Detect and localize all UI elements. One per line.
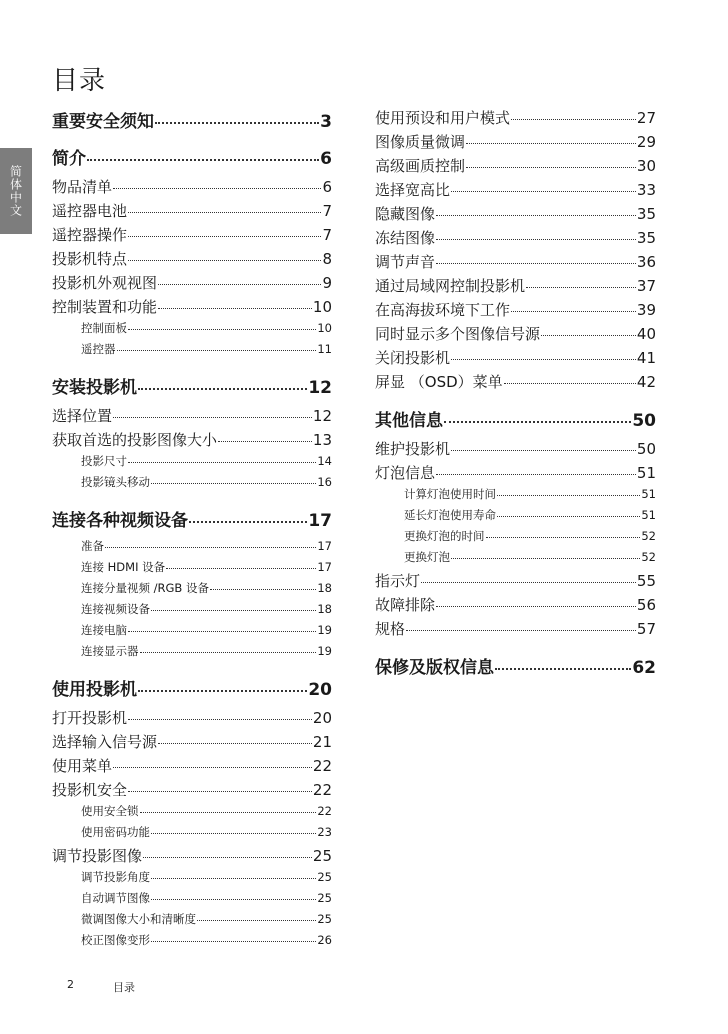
dot-leader	[87, 159, 319, 161]
toc-entry-page-number: 42	[636, 373, 656, 391]
toc-entry-page-number: 22	[312, 781, 332, 799]
toc-entry-title: 遥控器电池	[52, 202, 128, 220]
dot-leader	[151, 899, 316, 900]
dot-leader	[166, 568, 316, 569]
dot-leader	[421, 582, 636, 583]
toc-subsection-entry[interactable]	[52, 601, 332, 622]
toc-subsection-entry[interactable]	[52, 341, 332, 362]
toc-subsection-entry[interactable]	[52, 320, 332, 341]
dot-leader	[138, 388, 307, 390]
toc-entry-title: 投影机安全	[52, 781, 128, 799]
toc-subsection-entry[interactable]	[52, 559, 332, 580]
toc-section-entry[interactable]	[375, 323, 656, 347]
toc-entry-page-number: 50	[636, 440, 656, 458]
toc-section-entry[interactable]	[52, 731, 332, 755]
toc-section-entry[interactable]	[375, 371, 656, 395]
dot-leader	[128, 260, 321, 261]
dot-leader	[436, 215, 636, 216]
toc-entry-title: 延长灯泡使用寿命	[404, 508, 496, 522]
footer-page-number: 2	[67, 978, 74, 991]
toc-subsection-entry[interactable]	[52, 869, 332, 890]
toc-section-entry[interactable]	[52, 779, 332, 803]
toc-entry-page-number: 10	[317, 321, 332, 335]
toc-entry-title: 使用安全锁	[81, 804, 139, 818]
toc-subsection-entry[interactable]	[375, 507, 656, 528]
toc-entry-page-number: 57	[636, 620, 656, 638]
toc-entry-page-number: 50	[632, 411, 656, 431]
toc-chapter-entry[interactable]	[52, 107, 332, 133]
toc-subsection-entry[interactable]	[52, 538, 332, 559]
toc-entry-page-number: 35	[636, 205, 656, 223]
toc-entry-title: 高级画质控制	[375, 157, 466, 175]
toc-entry-title: 连接电脑	[81, 623, 127, 637]
dot-leader	[511, 119, 636, 120]
toc-entry-title: 微调图像大小和清晰度	[81, 912, 196, 926]
dot-leader	[436, 606, 636, 607]
dot-leader	[140, 812, 317, 813]
toc-entry-page-number: 13	[312, 431, 332, 449]
toc-entry-title: 在高海拔环境下工作	[375, 301, 511, 319]
toc-subsection-entry[interactable]	[52, 911, 332, 932]
toc-entry-page-number: 9	[322, 274, 332, 292]
dot-leader	[210, 589, 316, 590]
page-title: 目录	[52, 66, 107, 96]
toc-entry-title: 连接视频设备	[81, 602, 150, 616]
toc-chapter-entry[interactable]	[52, 506, 332, 532]
toc-subsection-entry[interactable]	[52, 803, 332, 824]
toc-entry-page-number: 36	[636, 253, 656, 271]
dot-leader	[128, 631, 316, 632]
toc-entry-title: 屏显 （OSD）菜单	[375, 373, 503, 391]
toc-entry-title: 其他信息	[375, 411, 443, 431]
toc-entry-page-number: 40	[636, 325, 656, 343]
toc-entry-title: 故障排除	[375, 596, 436, 614]
toc-entry-page-number: 3	[320, 112, 332, 132]
toc-entry-title: 投影尺寸	[81, 454, 127, 468]
toc-entry-title: 选择宽高比	[375, 181, 451, 199]
toc-section-entry[interactable]	[52, 248, 332, 272]
dot-leader	[128, 212, 321, 213]
dot-leader	[486, 537, 641, 538]
toc-entry-page-number: 22	[317, 804, 332, 818]
toc-subsection-entry[interactable]	[52, 643, 332, 664]
toc-entry-title: 打开投影机	[52, 709, 128, 727]
toc-entry-page-number: 18	[317, 602, 332, 616]
toc-entry-title: 投影镜头移动	[81, 475, 150, 489]
toc-subsection-entry[interactable]	[52, 474, 332, 495]
toc-entry-page-number: 29	[636, 133, 656, 151]
toc-entry-page-number: 20	[308, 680, 332, 700]
dot-leader	[451, 359, 636, 360]
toc-section-entry[interactable]	[52, 429, 332, 453]
dot-leader	[128, 791, 312, 792]
toc-entry-page-number: 25	[312, 847, 332, 865]
toc-entry-title: 隐藏图像	[375, 205, 436, 223]
toc-entry-page-number: 35	[636, 229, 656, 247]
toc-subsection-entry[interactable]	[52, 932, 332, 953]
toc-section-entry[interactable]	[52, 405, 332, 429]
dot-leader	[151, 941, 316, 942]
toc-entry-title: 冻结图像	[375, 229, 436, 247]
toc-section-entry[interactable]	[52, 272, 332, 296]
dot-leader	[436, 474, 636, 475]
toc-entry-page-number: 7	[322, 202, 332, 220]
toc-entry-title: 遥控器	[81, 342, 116, 356]
dot-leader	[128, 719, 312, 720]
toc-entry-title: 指示灯	[375, 572, 421, 590]
toc-entry-title: 投影机外观视图	[52, 274, 158, 292]
toc-section-entry[interactable]	[52, 176, 332, 200]
language-label: 简体中文	[8, 165, 23, 217]
dot-leader	[541, 335, 636, 336]
dot-leader	[189, 521, 307, 523]
toc-entry-title: 准备	[81, 539, 104, 553]
toc-entry-page-number: 17	[308, 511, 332, 531]
toc-entry-title: 控制面板	[81, 321, 127, 335]
toc-entry-page-number: 6	[320, 149, 332, 169]
toc-entry-title: 维护投影机	[375, 440, 451, 458]
toc-section-entry[interactable]	[52, 755, 332, 779]
toc-subsection-entry[interactable]	[52, 580, 332, 601]
dot-leader	[466, 143, 636, 144]
toc-entry-page-number: 12	[308, 378, 332, 398]
toc-section-entry[interactable]	[375, 594, 656, 618]
toc-chapter-entry[interactable]	[52, 675, 332, 701]
toc-entry-page-number: 51	[641, 508, 656, 522]
toc-chapter-entry[interactable]	[52, 373, 332, 399]
toc-left-column	[52, 107, 332, 953]
dot-leader	[158, 284, 321, 285]
dot-leader	[140, 652, 317, 653]
toc-entry-title: 校正图像变形	[81, 933, 150, 947]
toc-entry-page-number: 27	[636, 109, 656, 127]
toc-section-entry[interactable]	[52, 200, 332, 224]
dot-leader	[113, 417, 312, 418]
dot-leader	[117, 350, 317, 351]
toc-subsection-entry[interactable]	[375, 486, 656, 507]
toc-entry-title: 更换灯泡的时间	[404, 529, 485, 543]
toc-section-entry[interactable]	[375, 347, 656, 371]
toc-entry-title: 选择输入信号源	[52, 733, 158, 751]
toc-entry-title: 投影机特点	[52, 250, 128, 268]
toc-entry-page-number: 25	[317, 912, 332, 926]
toc-entry-page-number: 26	[317, 933, 332, 947]
toc-section-entry[interactable]	[375, 570, 656, 594]
toc-entry-title: 连接显示器	[81, 644, 139, 658]
dot-leader	[436, 239, 636, 240]
toc-entry-page-number: 55	[636, 572, 656, 590]
dot-leader	[451, 450, 636, 451]
dot-leader	[113, 767, 312, 768]
toc-entry-page-number: 11	[317, 342, 332, 356]
toc-entry-page-number: 14	[317, 454, 332, 468]
toc-section-entry[interactable]	[375, 251, 656, 275]
dot-leader	[128, 236, 321, 237]
toc-entry-title: 自动调节图像	[81, 891, 150, 905]
toc-entry-page-number: 39	[636, 301, 656, 319]
toc-chapter-entry[interactable]	[52, 144, 332, 170]
dot-leader	[526, 287, 636, 288]
toc-section-entry[interactable]	[375, 275, 656, 299]
toc-entry-title: 规格	[375, 620, 406, 638]
toc-section-entry[interactable]	[375, 299, 656, 323]
toc-entry-title: 重要安全须知	[52, 112, 154, 132]
dot-leader	[197, 920, 316, 921]
toc-entry-page-number: 17	[317, 560, 332, 574]
language-side-tab	[0, 148, 32, 234]
toc-chapter-entry[interactable]	[375, 406, 656, 432]
toc-section-entry[interactable]	[375, 227, 656, 251]
dot-leader	[451, 558, 640, 559]
toc-entry-page-number: 8	[322, 250, 332, 268]
toc-entry-page-number: 33	[636, 181, 656, 199]
toc-entry-title: 调节投影角度	[81, 870, 150, 884]
toc-entry-page-number: 37	[636, 277, 656, 295]
toc-entry-page-number: 51	[641, 487, 656, 501]
toc-entry-page-number: 62	[632, 658, 656, 678]
toc-subsection-entry[interactable]	[52, 453, 332, 474]
toc-section-entry[interactable]	[52, 296, 332, 320]
toc-entry-page-number: 25	[317, 891, 332, 905]
dot-leader	[151, 878, 316, 879]
toc-subsection-entry[interactable]	[52, 622, 332, 643]
toc-entry-page-number: 12	[312, 407, 332, 425]
dot-leader	[511, 311, 636, 312]
dot-leader	[138, 690, 307, 692]
toc-entry-title: 使用投影机	[52, 680, 137, 700]
toc-entry-title: 简介	[52, 149, 86, 169]
dot-leader	[143, 857, 312, 858]
dot-leader	[495, 668, 631, 670]
toc-section-entry[interactable]	[375, 618, 656, 642]
toc-chapter-entry[interactable]	[375, 653, 656, 679]
toc-right-column	[375, 107, 656, 685]
toc-entry-page-number: 41	[636, 349, 656, 367]
toc-entry-title: 遥控器操作	[52, 226, 128, 244]
toc-entry-page-number: 23	[317, 825, 332, 839]
dot-leader	[113, 188, 321, 189]
toc-entry-title: 使用预设和用户模式	[375, 109, 511, 127]
dot-leader	[406, 630, 636, 631]
dot-leader	[466, 167, 636, 168]
dot-leader	[218, 441, 312, 442]
toc-subsection-entry[interactable]	[375, 549, 656, 570]
toc-entry-page-number: 17	[317, 539, 332, 553]
toc-entry-title: 调节声音	[375, 253, 436, 271]
toc-section-entry[interactable]	[375, 179, 656, 203]
toc-entry-title: 安装投影机	[52, 378, 137, 398]
toc-entry-title: 更换灯泡	[404, 550, 450, 564]
dot-leader	[158, 308, 312, 309]
dot-leader	[444, 421, 631, 423]
toc-section-entry[interactable]	[375, 155, 656, 179]
toc-subsection-entry[interactable]	[52, 824, 332, 845]
toc-entry-page-number: 51	[636, 464, 656, 482]
dot-leader	[151, 833, 316, 834]
dot-leader	[105, 547, 316, 548]
dot-leader	[497, 516, 640, 517]
toc-section-entry[interactable]	[52, 224, 332, 248]
toc-entry-title: 物品清单	[52, 178, 113, 196]
dot-leader	[128, 329, 316, 330]
dot-leader	[155, 122, 319, 124]
dot-leader	[151, 610, 316, 611]
toc-entry-title: 保修及版权信息	[375, 658, 494, 678]
toc-entry-page-number: 6	[322, 178, 332, 196]
toc-entry-page-number: 19	[317, 644, 332, 658]
toc-section-entry[interactable]	[52, 707, 332, 731]
dot-leader	[436, 263, 636, 264]
toc-subsection-entry[interactable]	[52, 890, 332, 911]
toc-entry-title: 计算灯泡使用时间	[404, 487, 496, 501]
footer-section-title: 目录	[113, 981, 135, 994]
toc-entry-page-number: 19	[317, 623, 332, 637]
dot-leader	[497, 495, 640, 496]
dot-leader	[128, 462, 316, 463]
toc-entry-page-number: 56	[636, 596, 656, 614]
toc-entry-page-number: 10	[312, 298, 332, 316]
toc-entry-page-number: 22	[312, 757, 332, 775]
toc-entry-title: 灯泡信息	[375, 464, 436, 482]
toc-entry-title: 同时显示多个图像信号源	[375, 325, 541, 343]
toc-entry-title: 关闭投影机	[375, 349, 451, 367]
toc-entry-title: 控制装置和功能	[52, 298, 158, 316]
dot-leader	[158, 743, 312, 744]
toc-entry-title: 图像质量微调	[375, 133, 466, 151]
toc-entry-title: 使用菜单	[52, 757, 113, 775]
toc-entry-page-number: 52	[641, 550, 656, 564]
toc-subsection-entry[interactable]	[375, 528, 656, 549]
toc-entry-title: 连接分量视频 /RGB 设备	[81, 581, 209, 595]
toc-entry-title: 连接各种视频设备	[52, 511, 188, 531]
toc-section-entry[interactable]	[375, 462, 656, 486]
dot-leader	[504, 383, 636, 384]
toc-section-entry[interactable]	[375, 203, 656, 227]
toc-entry-page-number: 18	[317, 581, 332, 595]
toc-section-entry[interactable]	[375, 438, 656, 462]
toc-entry-title: 通过局域网控制投影机	[375, 277, 526, 295]
toc-entry-page-number: 20	[312, 709, 332, 727]
toc-entry-page-number: 7	[322, 226, 332, 244]
dot-leader	[151, 483, 316, 484]
toc-entry-page-number: 30	[636, 157, 656, 175]
toc-entry-title: 调节投影图像	[52, 847, 143, 865]
toc-entry-page-number: 25	[317, 870, 332, 884]
toc-entry-title: 使用密码功能	[81, 825, 150, 839]
toc-entry-page-number: 52	[641, 529, 656, 543]
toc-section-entry[interactable]	[375, 131, 656, 155]
toc-section-entry[interactable]	[375, 107, 656, 131]
toc-section-entry[interactable]	[52, 845, 332, 869]
toc-entry-title: 连接 HDMI 设备	[81, 560, 166, 574]
toc-entry-page-number: 16	[317, 475, 332, 489]
toc-entry-title: 获取首选的投影图像大小	[52, 431, 218, 449]
toc-entry-page-number: 21	[312, 733, 332, 751]
dot-leader	[451, 191, 636, 192]
toc-entry-title: 选择位置	[52, 407, 113, 425]
